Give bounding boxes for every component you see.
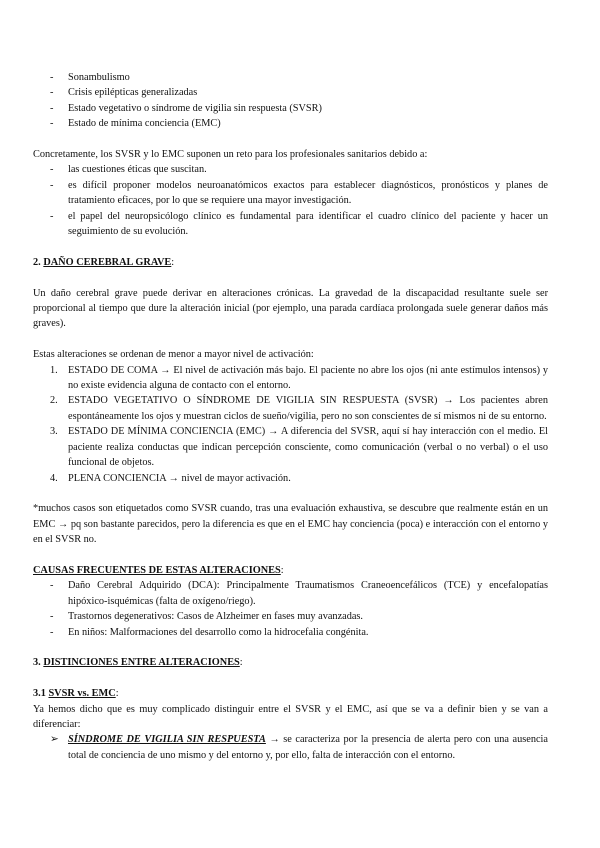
- section-3-heading: [33, 655, 548, 670]
- item-number: 4.: [50, 472, 58, 484]
- niveles-list: [33, 363, 548, 486]
- term-label: SÍNDROME DE VIGILIA SIN RESPUESTA: [68, 734, 266, 746]
- reto-list: [33, 162, 548, 239]
- document-page: [33, 70, 548, 763]
- causas-heading: [33, 563, 548, 578]
- list-item: [33, 363, 548, 394]
- list-item: [33, 424, 548, 470]
- list-item: - En niños: Malformaciones del desarrollo como la hidrocefalia congénita.: [33, 625, 548, 640]
- term-definition: → se caracteriza por la presencia de alerta pero con una ausencia total de conciencia de uno mismo y del entorno y, por ello, falta de interacción con el entorno.: [68, 734, 548, 761]
- item-text: PLENA CONCIENCIA → nivel de mayor activación.: [68, 472, 291, 484]
- svsr-definition: [33, 732, 548, 763]
- section-colon: :: [239, 657, 243, 669]
- list-item: - Estado vegetativo o síndrome de vigilia sin respuesta (SVSR): [33, 101, 548, 116]
- list-item: - el papel del neuropsicólogo clínico es fundamental para identificar el cuadro clínico del paciente y hacer un seguimiento de su evolución.: [33, 209, 548, 240]
- list-item: [33, 471, 548, 486]
- reto-paragraph: Concretamente, los SVSR y lo EMC suponen un reto para los profesionales sanitarios debido a:: [33, 149, 428, 161]
- section-title: SVSR vs. EMC: [48, 688, 116, 700]
- item-text: ESTADO DE MÍNIMA CONCIENCIA (EMC) → A diferencia del SVSR, aquí sí hay interacción con el medio. El paciente realiza conductas que indican percepción consciente, como comunicación (verbal o no verbal) o el uso funcional de objetos.: [68, 426, 548, 469]
- sec2-paragraph-1: Un daño cerebral grave puede derivar en alteraciones crónicas. La gravedad de la discapacidad resultante suele ser proporcional al tiempo que dure la alteración inicial (por ejemplo, una parada cardíaca prolongada suele generar daños más graves).: [33, 287, 548, 330]
- causas-list: [33, 578, 548, 640]
- section-title: DISTINCIONES ENTRE ALTERACIONES: [43, 657, 240, 669]
- arrow-bullet-icon: ➢: [50, 734, 59, 746]
- section-2-heading: [33, 255, 548, 270]
- item-number: 2.: [50, 395, 58, 407]
- sec31-paragraph: Ya hemos dicho que es muy complicado distinguir entre el SVSR y el EMC, así que se va a definir bien y se van a diferenciar:: [33, 703, 548, 730]
- section-number: 2.: [33, 256, 41, 268]
- list-item: - Trastornos degenerativos: Casos de Alzheimer en fases muy avanzadas.: [33, 609, 548, 624]
- section-colon: :: [115, 688, 119, 700]
- list-item: - Daño Cerebral Adquirido (DCA): Principalmente Traumatismos Craneoencefálicos (TCE) y encefalopatías hipóxico-isquémicas (falta de oxígeno/riego).: [33, 578, 548, 609]
- section-3-1-heading: [33, 686, 548, 701]
- sec2-paragraph-2: Estas alteraciones se ordenan de menor a mayor nivel de activación:: [33, 349, 314, 361]
- item-text: ESTADO VEGETATIVO O SÍNDROME DE VIGILIA SIN RESPUESTA (SVSR) → Los pacientes abren espontáneamente los ojos y muestran ciclos de sueño/vigilia, pero no son conscientes de sí mismos ni de su entorno.: [68, 395, 548, 422]
- section-title: CAUSAS FRECUENTES DE ESTAS ALTERACIONES: [33, 564, 281, 576]
- item-text: ESTADO DE COMA → El nivel de activación más bajo. El paciente no abre los ojos (ni ante estímulos intensos) y no existe evidencia alguna de contacto con el entorno.: [68, 364, 548, 392]
- list-item: - es difícil proponer modelos neuroanatómicos exactos para establecer diagnósticos, pronósticos y planes de tratamiento eficaces, por lo que se requiere una mayor investigación.: [33, 178, 548, 209]
- list-item: [33, 393, 548, 424]
- item-number: 3.: [50, 426, 58, 438]
- intro-list: [33, 70, 548, 132]
- section-number: 3.1: [33, 688, 46, 700]
- item-number: 1.: [50, 364, 58, 376]
- list-item: - las cuestiones éticas que suscitan.: [33, 162, 548, 177]
- list-item: - Sonambulismo: [33, 70, 548, 85]
- section-number: 3.: [33, 657, 41, 669]
- list-item: - Estado de mínima conciencia (EMC): [33, 116, 548, 131]
- section-colon: :: [171, 256, 175, 268]
- section-title: DAÑO CEREBRAL GRAVE: [43, 256, 172, 268]
- section-colon: :: [280, 564, 284, 576]
- nota-paragraph: *muchos casos son etiquetados como SVSR cuando, tras una evaluación exhaustiva, se descubre que realmente están en un EMC → pq son bastante parecidos, pero la diferencia es que en el EMC hay conciencia (poca) e interacción con el entorno y en el SVSR no.: [33, 503, 548, 546]
- list-item: - Crisis epilépticas generalizadas: [33, 85, 548, 100]
